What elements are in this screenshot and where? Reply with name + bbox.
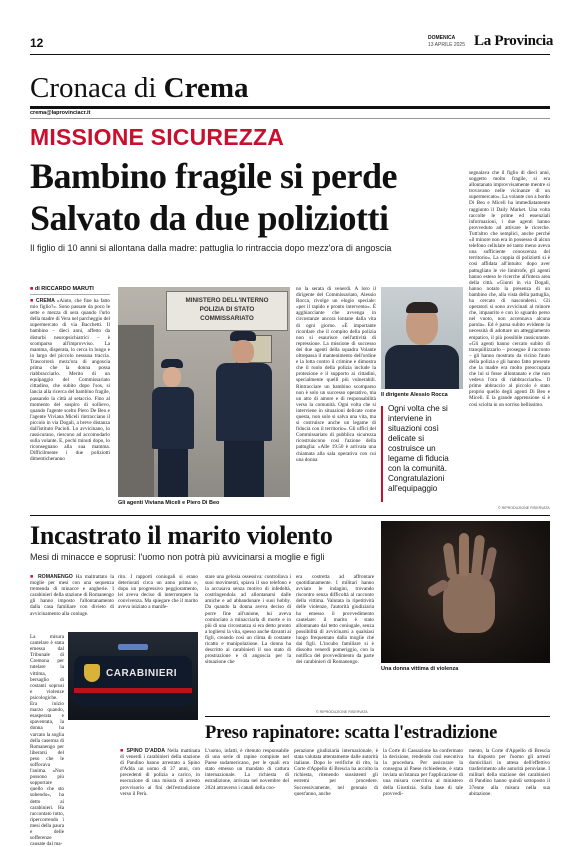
photo-door: [118, 325, 154, 497]
hand-palm: [443, 573, 495, 633]
hand-finger2: [459, 533, 469, 577]
story2-car-photo: [68, 632, 198, 720]
story1-bottom-rule: [30, 515, 550, 516]
story2-bottom-rule: [205, 716, 550, 717]
story3-col5: mento, la Corte d'Appello di Brescia ha disposto per l'uomo gli arresti domiciliari in attesa dell'effettivo trasferimento alle autorità peruviane. I militari della stazione dei carabinieri di Pandino hanno quindi sottoposto il 37enne alla misura nella sua abitazione.: [469, 748, 550, 797]
story1-col3: [469, 170, 550, 508]
hand-finger4: [482, 546, 498, 581]
portrait-uniform: [385, 345, 459, 389]
story2-col2: rito. I rapporti coniugali si erano deteriorati circa un anno prima e, dopo un progressivo peggioramento, lei aveva deciso di interrompere la convivenza. Ma spiegare che il marito aveva iniziato a manife-: [118, 574, 198, 611]
story2-headline: Incastrato il marito violento: [30, 521, 333, 550]
story2-col1a: [30, 574, 114, 632]
hand-finger1: [443, 542, 458, 579]
story1-dateline: ■ CREMA: [30, 298, 55, 304]
story1-photo-caption: Gli agenti Viviana Miceli e Piero Di Beo: [118, 500, 220, 506]
story2-col1b: La misura cautelare è stata emessa dal Tribunale di Cremona per tutelare la vittima, bersaglio di costanti soprusi e violenze psicologiche. Era inizio marzo quando, esasperata e spaventata, la donna ha varcato la soglia della caserma di Romanengo per liberarsi del peso che le soffocava l'anima. «Non possono più sopportare quello che sto subendo», ha detto ai carabinieri. Ha raccontato tutto, ripercorrendo i mesi della paura e delle sofferenze causate dal ma-: [30, 634, 64, 847]
story1-headline-line2: Salvato da due poliziotti: [30, 198, 389, 238]
story2-col3: stare una gelosia ossessiva: controllava i suoi movimenti, spiava il suo telefono e la accusava senza motivo di infedeltà, costringendola ad allontanarsi dalle amiche e ad abbandonare i suoi hobby. Da quando la donna aveva deciso di porre fine all'unione, lui aveva cominciato a minacciarla di morte e in più di una circostanza si era detto pronto a togliersi la vita, spesso anche davanti ai figli, creando così un clima di costante ricatto e manipolazione. La donna ha descritto ai carabinieri il suo stato di prostrazione e di angoscia per la situazione che: [205, 574, 291, 666]
story1-subhead: Il figlio di 10 anni si allontana dalla madre: pattuglia lo rintraccia dopo mezz'ora di angoscia: [30, 243, 392, 253]
story1-portrait: [381, 287, 463, 389]
story3-col3: perazione giudiziaria internazionale, è stata valutata attentamente dalle autorità italiane. Dopo le verifiche di rito, la Corte d'Appello di Brescia ha accolto la richiesta, ritenendo sussistenti gli estremi per procedere. Successivamente, nel gennaio di quest'anno, anche: [294, 748, 378, 797]
story2-dateline: ■ ROMANENGO: [30, 574, 73, 580]
story1-byline-rule: [30, 294, 110, 295]
story1-portrait-caption: Il dirigente Alessio Rocca: [381, 392, 448, 398]
story3-col1: [120, 748, 200, 820]
story2-signoff: © RIPRODUZIONE RISERVATA: [316, 710, 368, 714]
page-number: 12: [30, 36, 44, 50]
story3-dateline: ■ SPINO D'ADDA: [120, 748, 165, 754]
photo-sign: [166, 291, 288, 331]
sign-line3: COMMISSARIATO: [200, 315, 254, 322]
story1-col3-text: segnalava che il figlio di dieci anni, soggetto molto fragile, si era allontanato improvvisamente mentre si trovavano nelle vicinanze di un supermercato». La volante con a bordo Di Beo e Miceli ha immediatamente raggiunto il Daily Market. Una volta raccolte le prime ed essenziali informazioni, i due agenti hanno provveduto ad attivare le ricerche. Tutt'altro che semplici, anche perché «il minore non era in possesso di alcun telefono cellulare né tanto meno aveva una sufficiente conoscenza del territorio». La coppia di poliziotti si è così affidata all'intuito: dopo aver pattugliato le vie limitrofe, gli agenti hanno esteso le ricerche all'intera area della città. «Giunti in via Dogali, hanno notato la presenza di un bambino che, alla vista della pattuglia, ha cercato di nascondersi. Gli operatori si sono avvicinati al minore che, impaurito e con lo sguardo perso nel vuoto, non accennava alcuna parola». Ed è parsa subito evidente la necessità di adottare un atteggiamento empatico, il più possibile rassicurante. «Gli agenti hanno cercato subito di tranquillizzarlo – prosegue il racconto – gli hanno mostrato da vicino l'auto della polizia e gli hanno fatto presente che la madre era molto preoccupata che lui si fosse allontanato e che non vedeva l'ora di riabbracciarlo». Il primo abbraccio al piccolo è stato proprio quello degli agenti Di Beo e Miceli. E la grande apprensione si è così sciolta in un sorriso bellissimo.: [469, 170, 550, 408]
sign-line1: MINISTERO DELL'INTERNO: [185, 297, 269, 304]
story1-quote-box: [381, 404, 463, 508]
story1-signoff: © RIPRODUZIONE RISERVATA: [498, 506, 550, 510]
issue-day: DOMENICA: [428, 35, 456, 41]
quote-text: Ogni volta che si interviene in situazioni così delicate si costruisce un legame di fiducia con la comunità. Congratulazioni all'equipaggio: [388, 404, 449, 493]
story3-headline: Preso rapinatore: scatta l'estradizione: [205, 723, 498, 743]
sign-line2: POLIZIA DI STATO: [199, 306, 255, 313]
car-emblem: [84, 664, 100, 682]
story2-hand-photo: [381, 521, 550, 663]
story3-col2: L'uomo, infatti, è ritenuto responsabile di una serie di rapine compiute nel Paese sudamericano, per le quali era stato emesso un mandato di cattura internazionale. La richiesta di estradizione, arrivata nel novembre del 2024 attraverso i canali della coo-: [205, 748, 289, 791]
story2-subhead: Mesi di minacce e soprusi: l'uomo non potrà più avvicinarsi a moglie e figli: [30, 552, 325, 562]
quote-bar: [381, 406, 383, 502]
byline-marker: ■: [30, 286, 34, 292]
car-text: CARABINIERI: [106, 668, 178, 679]
officer-male: [214, 331, 274, 497]
section-thin-rule: [30, 118, 550, 119]
byline-text: di RICCARDO MARUTI: [34, 286, 94, 292]
officer-female: [150, 359, 196, 497]
story1-kicker: MISSIONE SICUREZZA: [30, 124, 285, 150]
story1-byline: [30, 286, 94, 292]
story1-photo: [118, 287, 290, 497]
story2-col4: era costretta ad affrontare quotidianamente. I militari hanno avviato le indagini, trovando riscontro senza difficoltà al racconto della vittima. Valutata la ripetitività delle violenze, l'autorità giudiziaria ha emesso il provvedimento cautelare: il marito è stato allontanato dal tetto coniugale, senza possibilità di avvicinarsi a qualsiasi luogo frequentato dalla moglie che dai figli. L'incubo familiare si è dissolto venerdì pomeriggio, con la notifica del provvedimento da parte dei carabinieri di Romanengo.: [296, 574, 374, 666]
car-light: [118, 644, 148, 650]
section-title: [30, 72, 249, 104]
portrait-hair: [406, 302, 438, 313]
section-prefix: Cronaca di: [30, 72, 157, 104]
section-city: Crema: [163, 72, 249, 104]
story3-col4: la Corte di Cassazione ha confermato la decisione, rendendo così esecutiva la procedura. Per assicurare la consegna al Paese richiedente, è stata inviata un'istanza per l'applicazione di una misura coercitiva al ministero della Giustizia. Sulla base di tale provvedi-: [383, 748, 463, 797]
car-stripe: [74, 688, 192, 693]
newspaper-logo: La Provincia: [474, 33, 554, 49]
header-rule: [30, 54, 550, 55]
story3-col1-text: Nella mattinata di venerdì i carabinieri della stazione di Pandino hanno arrestato a Spino d'Adda un uomo di 37 anni, con precedenti di polizia a carico, in esecuzione di una misura di arresto provvisorio ai fini dell'estradizione verso il Perù.: [120, 748, 200, 797]
story1-col1-text: «Aiuto, che fine ha fatto mio figlio?». Sono passate da poco le sette e mezza di sera quando l'urlo della madre di Vera nel parcheggio del supermercato di via Bacchetti. Il bambino – dieci anni, affetto da disturbi neuropsichiatrici – è scomparso all'improvviso. La mamma, disperata, lo cerca in lungo e in largo del piccolo nessuna traccia. Trascorrerà mezz'ora di angoscia prima che la donna possa riabbracciarlo. Merito di un equipaggio del Commissariato cittadino, che subito dopo l'sos, si lancia alla ricerca del bambino fragile, passando la città al setaccio. Fino al momento del sospiro di sollievo, quando l'agente scelto Piero De Beo e l'agente Viviana Miceli rintracciano il piccolo in via Dogali, a breve distanza dall'istituto Pacioli. Lo avvicinano, lo rassicurano, riescono ad accomodarlo sulla volante. E, pochi minuti dopo, lo riconsegnano alla sua mamma. Difficilmente i due poliziotti dimenticheranno: [30, 298, 111, 463]
story1-col2: no la serata di venerdì. A loro il dirigente del Commissariato, Alessio Rocca, rivolge un elogio speciale: «per il rapido e pronto intervento». È agghiacciante che avvenga in circostanze ancora lontane dalla vita di ogni giorno. «È importante ricordare che il compito della polizia non si esaurisce nell'attività di repressione. La missione di successo dei due agenti della squadra Volante oltrepassa il mantenimento dell'ordine e la lotta contro il crimine e dimostra che il ruolo della polizia include la protezione e il supporto ai cittadini, specialmente quelli più vulnerabili. Rintracciare un bambino scomparso non è solo un successo operativo, ma un atto di amore e di responsabilità verso la comunità. Ogni volta che si interviene in situazioni delicate come questa, non solo si salva una vita, ma si costruisce anche un legame di fiducia con il territorio». Gli uffici del Commissariato di pubblica sicurezza ricostruiscono così l'azione della pattuglia: «Alle 19.50 è arrivata una chiamata alla sala operativa con cui una donna: [296, 286, 376, 463]
story1-col1: [30, 298, 110, 506]
section-rule: [30, 106, 550, 109]
story2-col1a-text: Ha maltrattato la moglie per mesi con una sequenza tremenda di minacce e angherie. I carabinieri della stazione di Romanengo gli hanno imposto l'allontanamento dalla casa familiare con divieto di avvicinamento alla coniuge.: [30, 574, 115, 617]
story2-photo-caption: Una donna vittima di violenza: [381, 666, 459, 672]
issue-date: 13 APRILE 2025: [428, 42, 465, 48]
section-email[interactable]: crema@laprovinciacr.it: [30, 110, 91, 116]
story1-headline-line1: Bambino fragile si perde: [30, 156, 397, 196]
